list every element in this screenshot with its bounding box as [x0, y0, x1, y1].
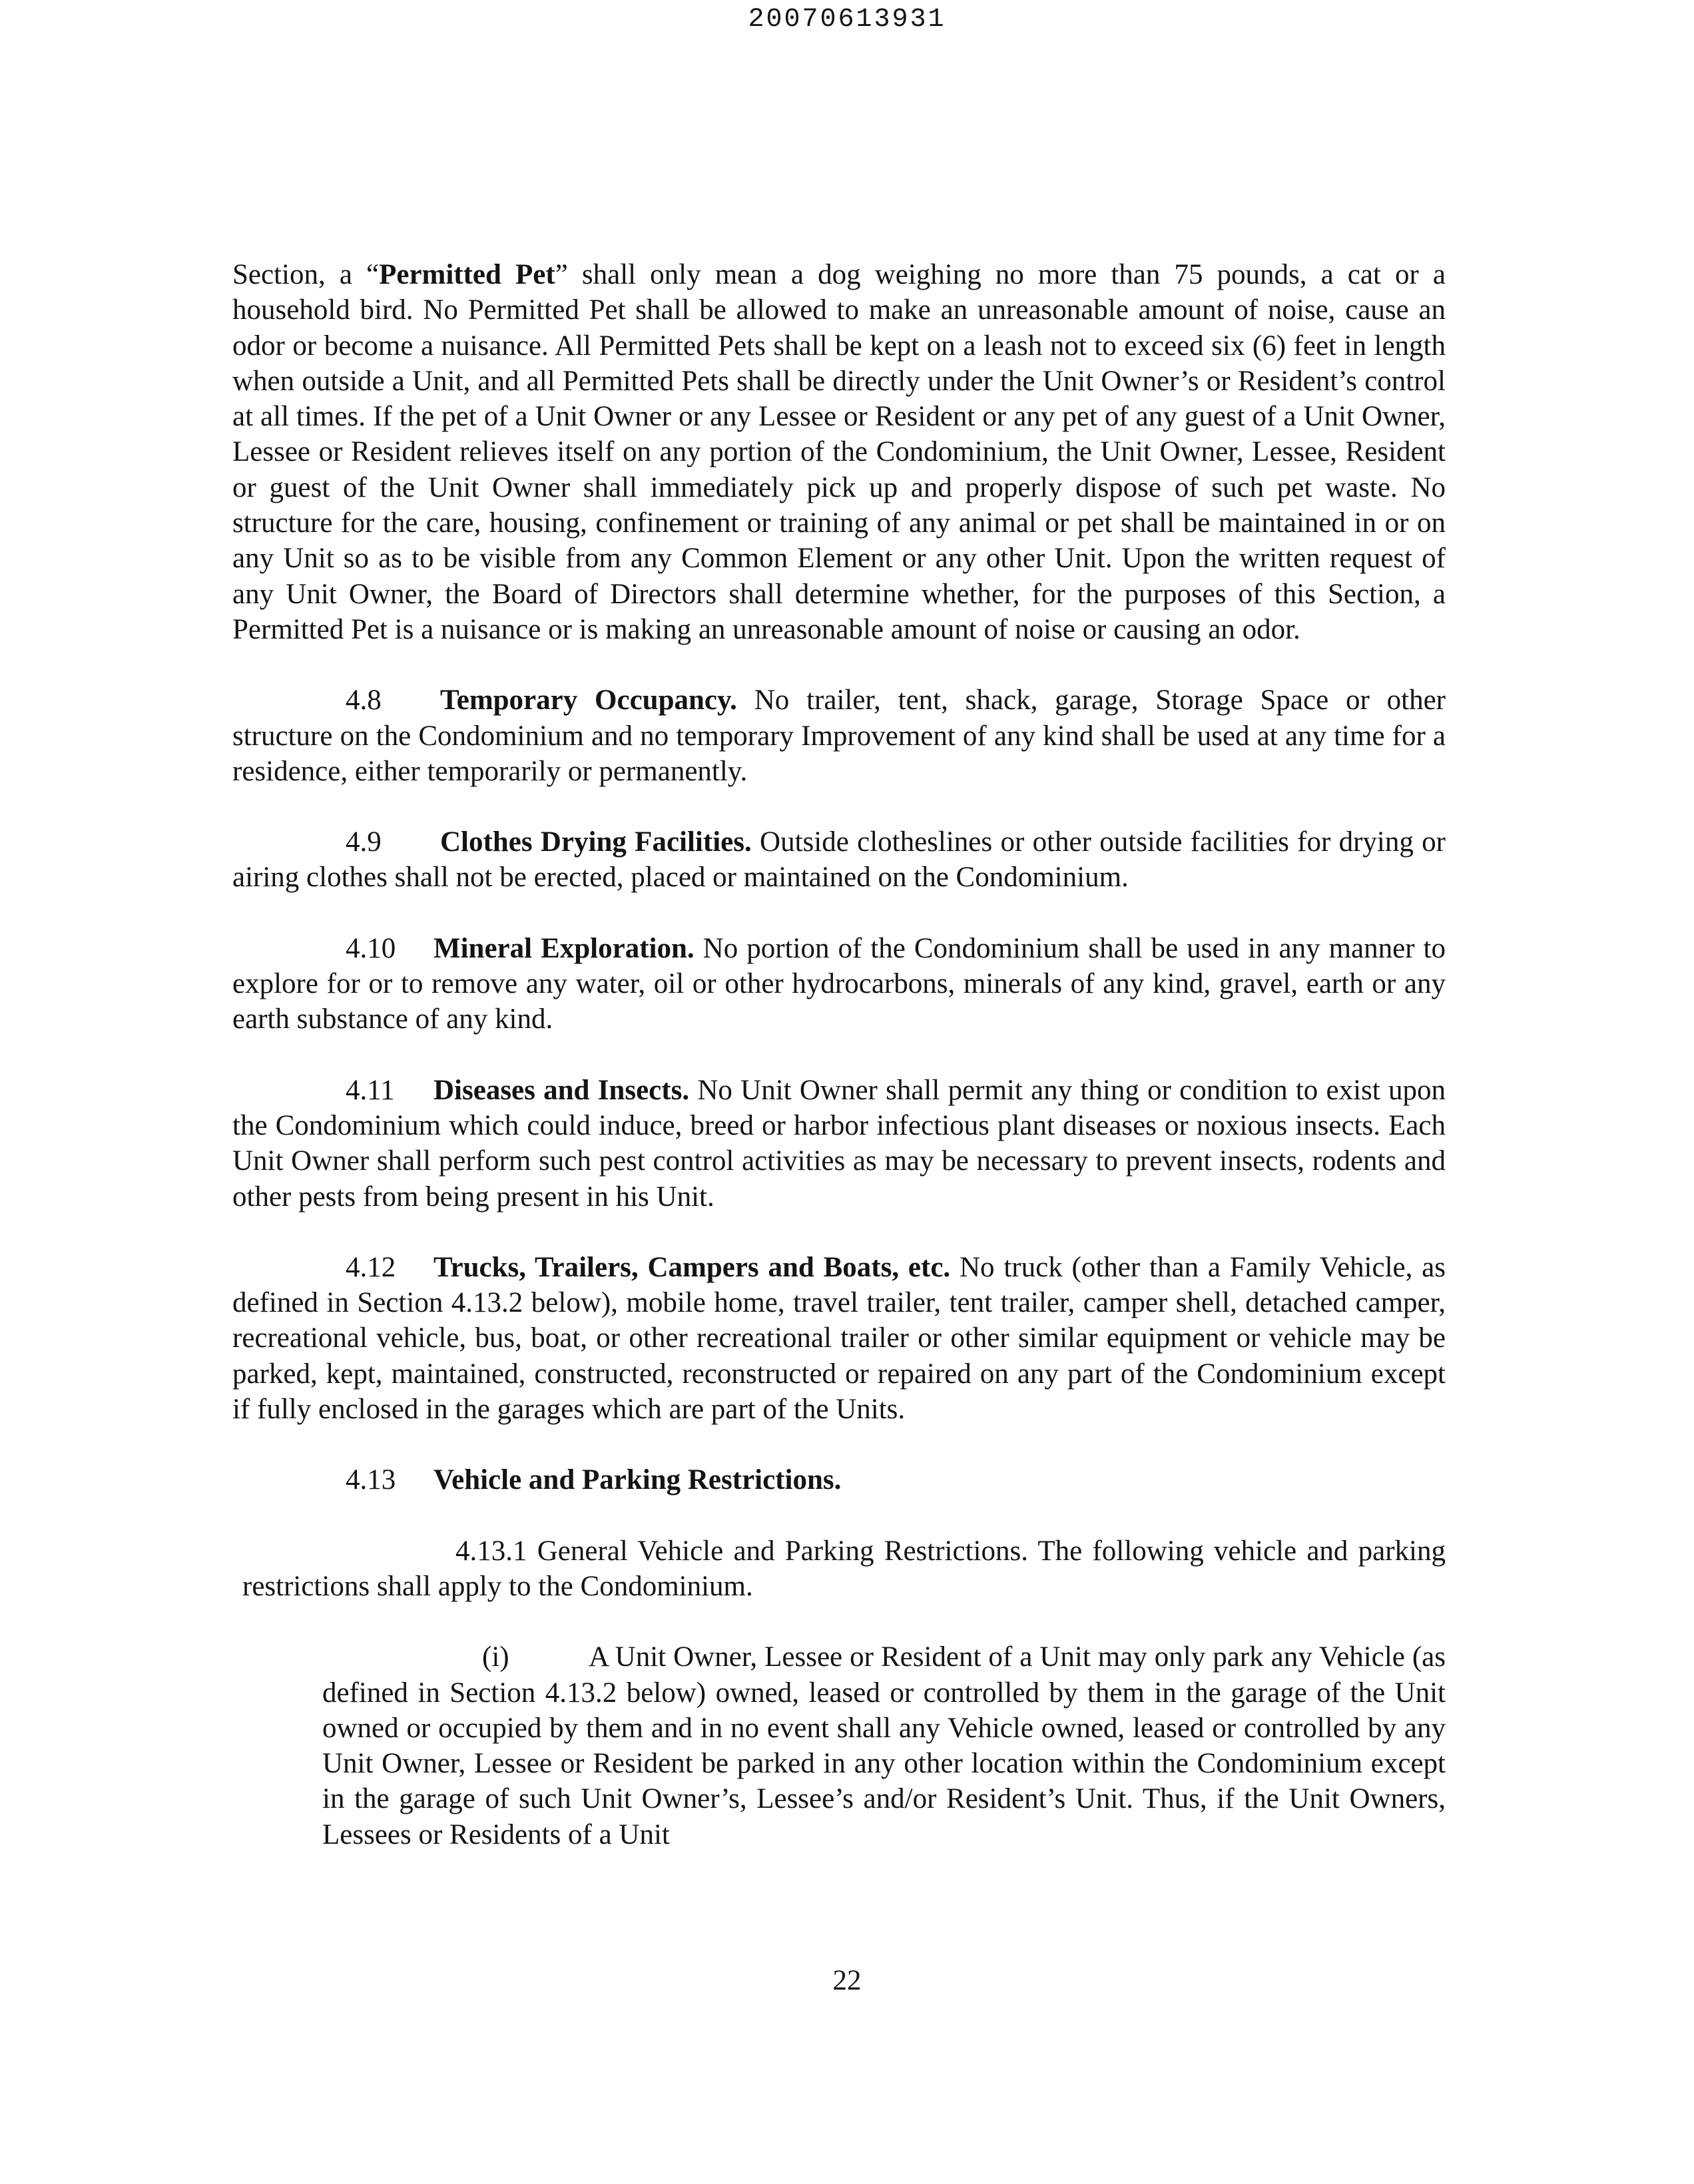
section-4-12: [232, 1250, 1446, 1427]
section-heading: Trucks, Trailers, Campers and Boats, etc.: [433, 1251, 951, 1283]
paragraph-permitted-pets: Section, a “Permitted Pet” shall only mean a dog weighing no more than 75 pounds, a cat or a household bird. No Permitted Pet shall be allowed to make an unreasonable amount of noise, cause an odor or become a nuisance. All Permitted Pets shall be kept on a leash not to exceed six (6) feet in length when outside a Unit, and all Permitted Pets shall be directly under the Unit Owner’s or Resident’s control at all times. If the pet of a Unit Owner or any Lessee or Resident or any pet of any guest of a Unit Owner, Lessee or Resident relieves itself on any portion of the Condominium, the Unit Owner, Lessee, Resident or guest of the Unit Owner shall immediately pick up and properly dispose of such pet waste. No structure for the care, housing, confinement or training of any animal or pet shall be maintained in or on any Unit so as to be visible from any Common Element or any other Unit. Upon the written request of any Unit Owner, the Board of Directors shall determine whether, for the purposes of this Section, a Permitted Pet is a nuisance or is making an unreasonable amount of noise or causing an odor.: [232, 259, 1446, 645]
item-text: A Unit Owner, Lessee or Resident of a Unit may only park any Vehicle (as defined in Section 4.13.2 below) owned, leased or controlled by them in the garage of the Unit owned or occupied by them and in no event shall any Vehicle owned, leased or controlled by any Unit Owner, Lessee or Resident be parked in any other location within the Condominium except in the garage of such Unit Owner’s, Lessee’s and/or Resident’s Unit. Thus, if the Unit Owners, Lessees or Residents of a Unit: [322, 1641, 1446, 1850]
section-number: 4.11: [346, 1074, 395, 1106]
section-text: No Unit Owner shall permit any thing or condition to exist upon the Condominium which could induce, breed or harbor infectious plant diseases or noxious insects. Each Unit Owner shall perform such pest control activities as may be necessary to prevent insects, rodents and other pests from being present in his Unit.: [232, 1074, 1446, 1213]
list-item-i: [322, 1639, 1446, 1852]
section-4-8: [232, 682, 1446, 789]
section-4-9: [232, 824, 1446, 896]
section-heading: Mineral Exploration.: [433, 932, 695, 964]
document-number: 20070613931: [748, 5, 946, 35]
section-number: 4.8: [346, 684, 382, 716]
section-4-11: [232, 1073, 1446, 1215]
page-number: 22: [832, 1965, 862, 1996]
section-text: No trailer, tent, shack, garage, Storage Space or other structure on the Condominium and no temporary Improvement of any kind shall be used at any time for a residence, either temporarily or permanently.: [232, 684, 1446, 787]
item-number: (i): [482, 1641, 509, 1673]
section-text: Outside clotheslines or other outside facilities for drying or airing clothes shall not be erected, placed or maintained on the Condominium.: [232, 826, 1446, 894]
section-number: 4.12: [346, 1251, 396, 1283]
section-4-10: [232, 931, 1446, 1037]
section-4-13-1: 4.13.1 General Vehicle and Parking Restrictions. The following vehicle and parking restrictions shall apply to the Condominium.: [242, 1535, 1446, 1602]
section-heading: Vehicle and Parking Restrictions.: [433, 1464, 842, 1496]
section-heading: Diseases and Insects.: [433, 1074, 690, 1106]
defined-term: Permitted Pet: [379, 259, 555, 290]
section-text: No portion of the Condominium shall be used in any manner to explore for or to remove any water, oil or other hydrocarbons, minerals of any kind, gravel, earth or any earth substance of any kind.: [232, 932, 1446, 1035]
section-number: 4.9: [346, 826, 382, 858]
page-body: [232, 257, 1446, 1852]
section-heading: Clothes Drying Facilities.: [440, 826, 752, 858]
section-number: 4.10: [346, 932, 396, 964]
section-4-13: [232, 1462, 1446, 1498]
section-heading: Temporary Occupancy.: [440, 684, 737, 716]
section-number: 4.13: [346, 1464, 396, 1496]
section-text: No truck (other than a Family Vehicle, as defined in Section 4.13.2 below), mobile home, travel trailer, tent trailer, camper shell, detached camper, recreational vehicle, bus, boat, or other recreational trailer or other similar equipment or vehicle may be parked, kept, maintained, constructed, reconstructed or repaired on any part of the Condominium except if fully enclosed in the garages which are part of the Units.: [232, 1251, 1446, 1426]
